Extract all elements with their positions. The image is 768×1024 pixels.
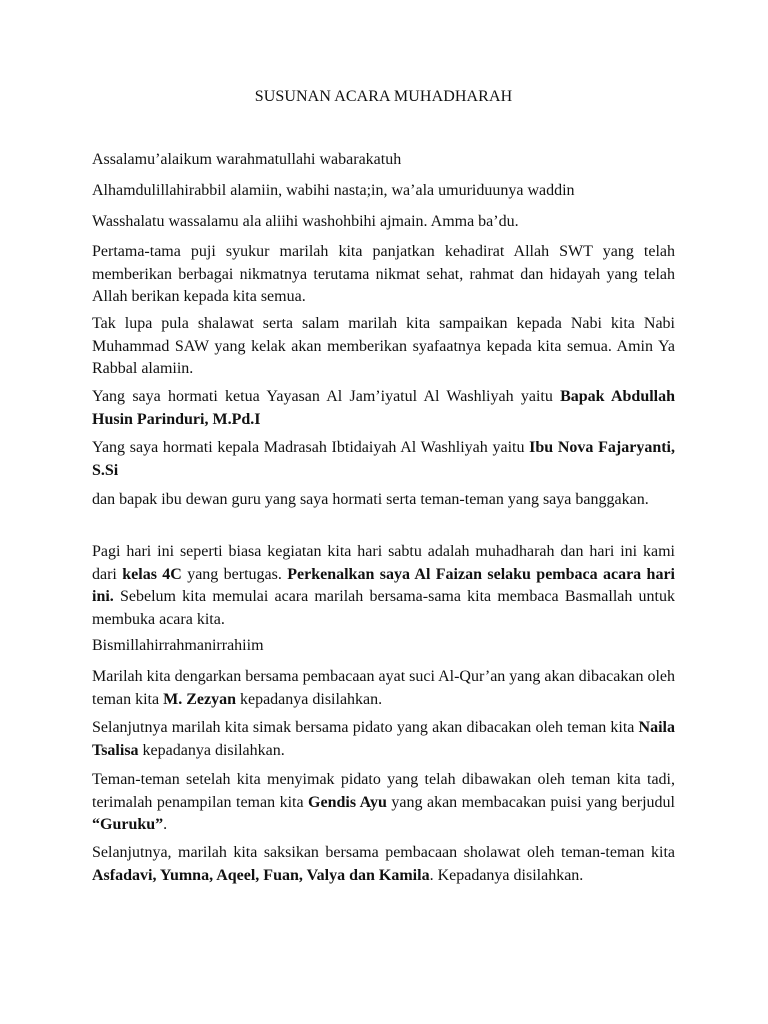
paragraph-text: Selanjutnya marilah kita simak bersama pidato yang akan dibacakan oleh teman kita <box>92 719 639 736</box>
paragraph-text: Yang saya hormati kepala Madrasah Ibtidaiyah Al Washliyah yaitu <box>92 439 530 456</box>
sholawat-paragraph <box>92 842 675 887</box>
poetry-paragraph <box>92 769 675 837</box>
basmalah-paragraph: Bismillahirrahmanirrahiim <box>92 637 264 654</box>
document-page <box>92 0 675 1024</box>
foundation-chair-paragraph <box>92 386 675 431</box>
paragraph-text: kepadanya disilahkan. <box>138 741 285 759</box>
bold-poem-title: “Guruku” <box>92 816 164 833</box>
paragraph-text: yang akan membacakan puisi yang berjudul <box>386 793 676 811</box>
paragraph-text: Pagi hari ini seperti biasa kegiatan kita hari sabtu adalah muhadharah dan hari ini kami dari <box>92 543 675 583</box>
bold-introduction: Perkenalkan saya Al Faizan selaku pembaca acara hari ini. <box>92 565 675 605</box>
paragraph-text: Marilah kita dengarkan bersama pembacaan ayat suci Al-Qur’an yang akan dibacakan oleh teman kita <box>92 668 676 708</box>
bold-name: Bapak Abdullah Husin Parinduri, M.Pd.I <box>92 388 676 428</box>
paragraph-text: kepadanya disilahkan. <box>235 690 383 708</box>
hamdalah-paragraph: Alhamdulillahirabbil alamiin, wabihi nasta;in, wa’ala umuriduunya waddin <box>92 182 575 199</box>
bold-name: Naila Tsalisa <box>92 719 675 759</box>
paragraph-text: Teman-teman setelah kita menyimak pidato yang telah dibawakan oleh teman kita tadi, terimalah penampilan teman kita <box>92 771 675 811</box>
prophet-salutation-paragraph: Tak lupa pula shalawat serta salam marilah kita sampaikan kepada Nabi kita Nabi Muhammad SAW yang kelak akan memberikan syafaatnya kepada kita semua. Amin Ya Rabbal alamiin. <box>92 315 675 377</box>
introduction-paragraph <box>92 541 675 631</box>
teachers-paragraph: dan bapak ibu dewan guru yang saya hormati serta teman-teman yang saya banggakan. <box>92 491 649 508</box>
gratitude-paragraph: Pertama-tama puji syukur marilah kita panjatkan kehadirat Allah SWT yang telah memberikan berbagai nikmatnya terutama nikmat sehat, rahmat dan hidayah yang telah Allah berikan kepada kita semua. <box>92 243 675 305</box>
greeting-paragraph: Assalamu’alaikum warahmatullahi wabarakatuh <box>92 151 402 168</box>
bold-class: kelas 4C <box>122 565 182 583</box>
bold-name: Ibu Nova Fajaryanti, S.Si <box>92 439 675 479</box>
speech-paragraph <box>92 717 675 762</box>
headmaster-paragraph <box>92 437 675 482</box>
paragraph-text: . <box>163 816 168 833</box>
bold-name: Gendis Ayu <box>308 793 387 811</box>
paragraph-text: Yang saya hormati ketua Yayasan Al Jam’iyatul Al Washliyah yaitu <box>92 388 561 405</box>
bold-names: Asfadavi, Yumna, Aqeel, Fuan, Valya dan Kamila <box>92 866 430 884</box>
shalawat-opening-paragraph: Wasshalatu wassalamu ala aliihi washohbihi ajmain. Amma ba’du. <box>92 213 519 230</box>
bold-name: M. Zezyan <box>163 690 236 708</box>
paragraph-text: . Kepadanya disilahkan. <box>429 866 584 884</box>
paragraph-text: yang bertugas. <box>181 565 288 583</box>
paragraph-text: Sebelum kita memulai acara marilah bersama-sama kita membaca Basmallah untuk membuka acara kita. <box>92 588 675 628</box>
quran-recitation-paragraph <box>92 666 675 711</box>
document-title: SUSUNAN ACARA MUHADHARAH <box>254 88 513 105</box>
paragraph-text: Selanjutnya, marilah kita saksikan bersama pembacaan sholawat oleh teman-teman kita <box>92 844 675 861</box>
